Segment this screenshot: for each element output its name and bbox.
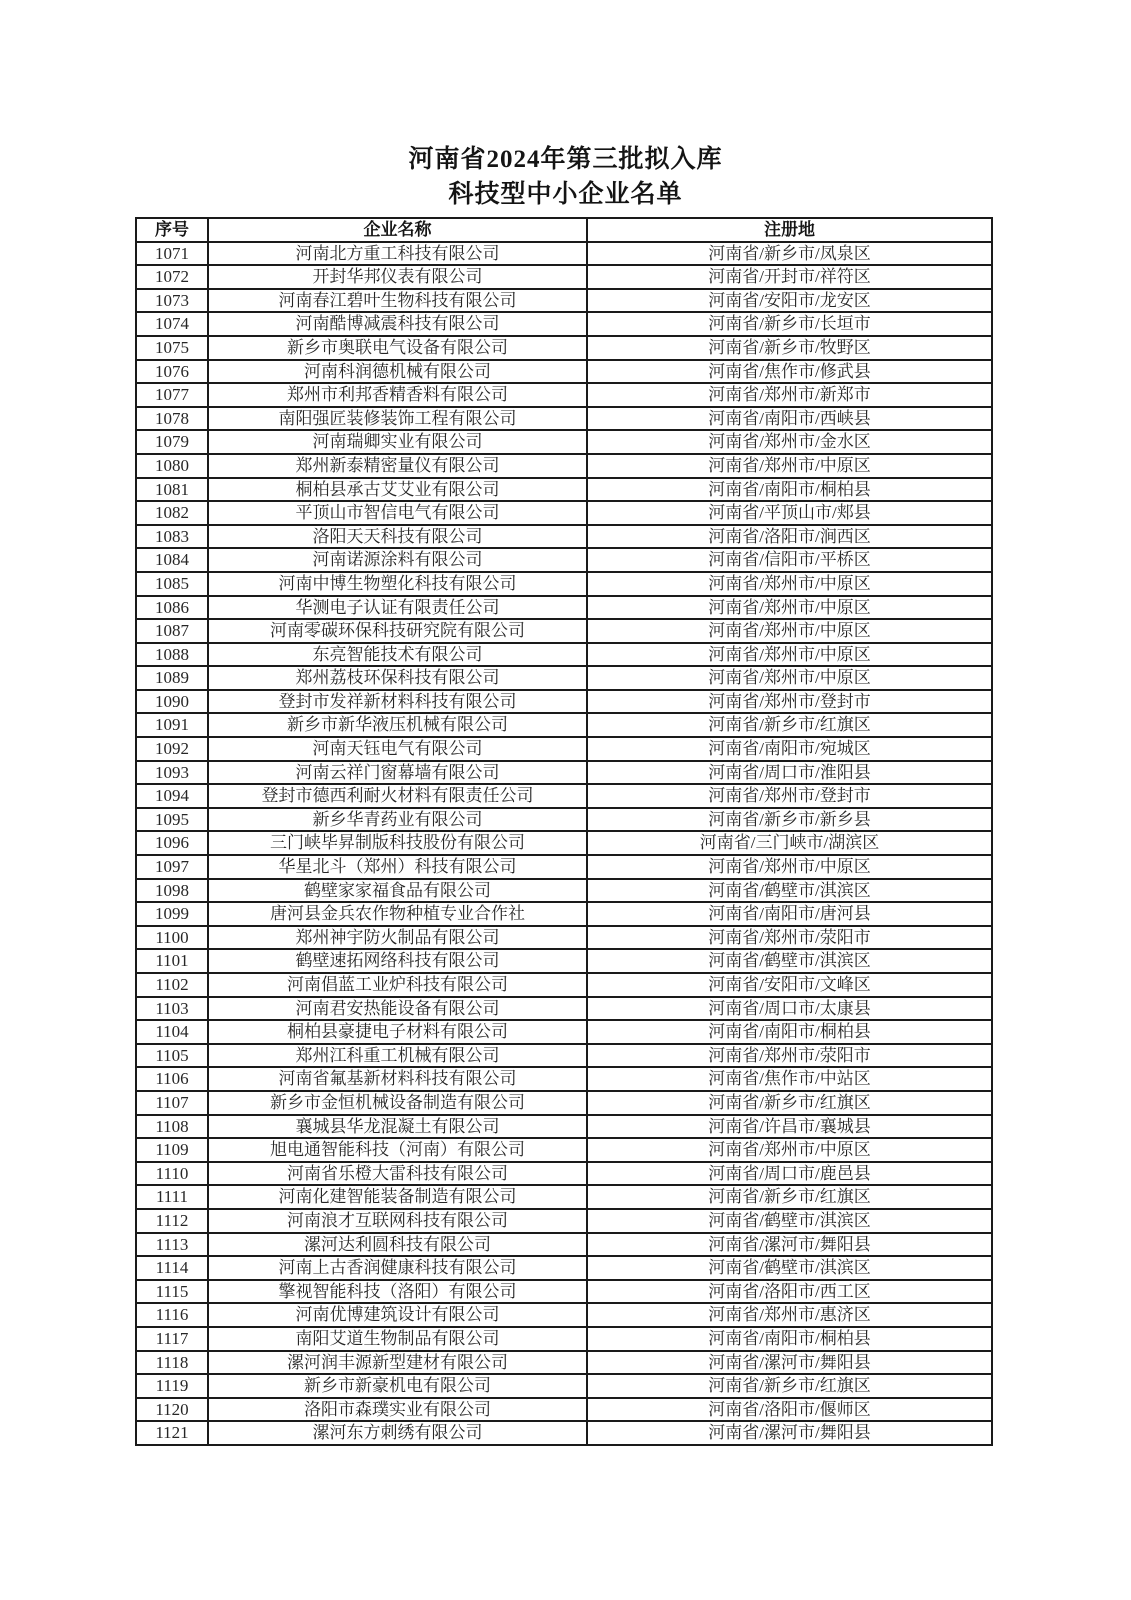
- cell-index: 1082: [136, 501, 208, 525]
- document-title: [0, 142, 1131, 212]
- table-row: [136, 360, 992, 384]
- table-row: [136, 548, 992, 572]
- cell-company-name: 河南省乐橙大雷科技有限公司: [208, 1162, 587, 1186]
- cell-registration-place: 河南省/漯河市/舞阳县: [587, 1351, 992, 1375]
- cell-index: 1081: [136, 478, 208, 502]
- table-row: [136, 1185, 992, 1209]
- cell-index: 1094: [136, 784, 208, 808]
- cell-index: 1108: [136, 1115, 208, 1139]
- cell-registration-place: 河南省/郑州市/中原区: [587, 666, 992, 690]
- cell-index: 1091: [136, 713, 208, 737]
- cell-index: 1107: [136, 1091, 208, 1115]
- cell-index: 1083: [136, 525, 208, 549]
- cell-company-name: 河南酷博减震科技有限公司: [208, 312, 587, 336]
- cell-registration-place: 河南省/新乡市/新乡县: [587, 808, 992, 832]
- cell-index: 1099: [136, 902, 208, 926]
- table-row: [136, 312, 992, 336]
- table-row: [136, 572, 992, 596]
- cell-registration-place: 河南省/南阳市/宛城区: [587, 737, 992, 761]
- table-row: [136, 619, 992, 643]
- cell-registration-place: 河南省/新乡市/长垣市: [587, 312, 992, 336]
- table-row: [136, 713, 992, 737]
- cell-registration-place: 河南省/安阳市/龙安区: [587, 289, 992, 313]
- cell-company-name: 洛阳天天科技有限公司: [208, 525, 587, 549]
- cell-index: 1113: [136, 1233, 208, 1257]
- cell-company-name: 河南天钰电气有限公司: [208, 737, 587, 761]
- table-row: [136, 478, 992, 502]
- table-row: [136, 501, 992, 525]
- cell-registration-place: 河南省/洛阳市/西工区: [587, 1280, 992, 1304]
- cell-index: 1116: [136, 1303, 208, 1327]
- cell-registration-place: 河南省/信阳市/平桥区: [587, 548, 992, 572]
- cell-registration-place: 河南省/安阳市/文峰区: [587, 973, 992, 997]
- cell-index: 1072: [136, 265, 208, 289]
- table-row: [136, 1209, 992, 1233]
- cell-registration-place: 河南省/郑州市/金水区: [587, 430, 992, 454]
- cell-index: 1093: [136, 761, 208, 785]
- cell-registration-place: 河南省/新乡市/红旗区: [587, 1185, 992, 1209]
- cell-company-name: 郑州新泰精密量仪有限公司: [208, 454, 587, 478]
- table-row: [136, 1020, 992, 1044]
- cell-registration-place: 河南省/郑州市/荥阳市: [587, 926, 992, 950]
- cell-company-name: 河南瑞卿实业有限公司: [208, 430, 587, 454]
- table-header-row: [136, 218, 992, 242]
- cell-company-name: 擎视智能科技（洛阳）有限公司: [208, 1280, 587, 1304]
- cell-company-name: 开封华邦仪表有限公司: [208, 265, 587, 289]
- cell-registration-place: 河南省/新乡市/红旗区: [587, 713, 992, 737]
- table-row: [136, 808, 992, 832]
- cell-registration-place: 河南省/新乡市/红旗区: [587, 1091, 992, 1115]
- cell-index: 1118: [136, 1351, 208, 1375]
- table-row: [136, 690, 992, 714]
- cell-index: 1073: [136, 289, 208, 313]
- table-row: [136, 1067, 992, 1091]
- cell-registration-place: 河南省/许昌市/襄城县: [587, 1115, 992, 1139]
- cell-company-name: 登封市德西利耐火材料有限责任公司: [208, 784, 587, 808]
- table-row: [136, 407, 992, 431]
- cell-index: 1089: [136, 666, 208, 690]
- cell-registration-place: 河南省/洛阳市/涧西区: [587, 525, 992, 549]
- cell-registration-place: 河南省/三门峡市/湖滨区: [587, 831, 992, 855]
- table-row: [136, 1115, 992, 1139]
- cell-company-name: 新乡市新华液压机械有限公司: [208, 713, 587, 737]
- cell-index: 1095: [136, 808, 208, 832]
- table-row: [136, 879, 992, 903]
- cell-index: 1117: [136, 1327, 208, 1351]
- table-row: [136, 1138, 992, 1162]
- cell-company-name: 河南化建智能装备制造有限公司: [208, 1185, 587, 1209]
- table-row: [136, 1280, 992, 1304]
- cell-company-name: 漯河东方刺绣有限公司: [208, 1421, 587, 1445]
- cell-registration-place: 河南省/南阳市/桐柏县: [587, 1327, 992, 1351]
- col-header-registration-place: 注册地: [587, 218, 992, 242]
- cell-registration-place: 河南省/郑州市/中原区: [587, 572, 992, 596]
- table-row: [136, 454, 992, 478]
- cell-company-name: 河南省氟基新材料科技有限公司: [208, 1067, 587, 1091]
- table-row: [136, 1256, 992, 1280]
- cell-registration-place: 河南省/洛阳市/偃师区: [587, 1398, 992, 1422]
- cell-registration-place: 河南省/鹤壁市/淇滨区: [587, 949, 992, 973]
- table-row: [136, 831, 992, 855]
- table-row: [136, 525, 992, 549]
- table-row: [136, 1162, 992, 1186]
- cell-company-name: 河南北方重工科技有限公司: [208, 242, 587, 266]
- cell-registration-place: 河南省/鹤壁市/淇滨区: [587, 879, 992, 903]
- cell-index: 1096: [136, 831, 208, 855]
- table-row: [136, 855, 992, 879]
- cell-company-name: 桐柏县承古艾艾业有限公司: [208, 478, 587, 502]
- cell-index: 1101: [136, 949, 208, 973]
- cell-index: 1111: [136, 1185, 208, 1209]
- cell-registration-place: 河南省/新乡市/凤泉区: [587, 242, 992, 266]
- cell-company-name: 河南优博建筑设计有限公司: [208, 1303, 587, 1327]
- cell-index: 1086: [136, 596, 208, 620]
- cell-company-name: 新乡市新豪机电有限公司: [208, 1374, 587, 1398]
- cell-registration-place: 河南省/漯河市/舞阳县: [587, 1233, 992, 1257]
- cell-index: 1071: [136, 242, 208, 266]
- table-row: [136, 289, 992, 313]
- cell-company-name: 南阳强匠装修装饰工程有限公司: [208, 407, 587, 431]
- cell-company-name: 郑州市利邦香精香料有限公司: [208, 383, 587, 407]
- cell-company-name: 新乡市金恒机械设备制造有限公司: [208, 1091, 587, 1115]
- cell-company-name: 河南云祥门窗幕墙有限公司: [208, 761, 587, 785]
- table-row: [136, 1421, 992, 1445]
- table-row: [136, 336, 992, 360]
- cell-registration-place: 河南省/郑州市/惠济区: [587, 1303, 992, 1327]
- cell-registration-place: 河南省/郑州市/中原区: [587, 855, 992, 879]
- cell-index: 1077: [136, 383, 208, 407]
- cell-company-name: 河南倡蓝工业炉科技有限公司: [208, 973, 587, 997]
- cell-company-name: 平顶山市智信电气有限公司: [208, 501, 587, 525]
- cell-company-name: 华星北斗（郑州）科技有限公司: [208, 855, 587, 879]
- table-row: [136, 596, 992, 620]
- table-row: [136, 737, 992, 761]
- cell-registration-place: 河南省/周口市/太康县: [587, 997, 992, 1021]
- table-row: [136, 643, 992, 667]
- cell-registration-place: 河南省/郑州市/中原区: [587, 1138, 992, 1162]
- cell-registration-place: 河南省/开封市/祥符区: [587, 265, 992, 289]
- col-header-company-name: 企业名称: [208, 218, 587, 242]
- cell-index: 1078: [136, 407, 208, 431]
- cell-company-name: 新乡华青药业有限公司: [208, 808, 587, 832]
- cell-registration-place: 河南省/新乡市/牧野区: [587, 336, 992, 360]
- cell-company-name: 桐柏县豪捷电子材料有限公司: [208, 1020, 587, 1044]
- cell-registration-place: 河南省/郑州市/中原区: [587, 619, 992, 643]
- cell-company-name: 洛阳市森璞实业有限公司: [208, 1398, 587, 1422]
- cell-registration-place: 河南省/焦作市/修武县: [587, 360, 992, 384]
- cell-registration-place: 河南省/南阳市/唐河县: [587, 902, 992, 926]
- cell-company-name: 襄城县华龙混凝土有限公司: [208, 1115, 587, 1139]
- cell-company-name: 三门峡毕昇制版科技股份有限公司: [208, 831, 587, 855]
- table-row: [136, 997, 992, 1021]
- cell-company-name: 漯河达利圆科技有限公司: [208, 1233, 587, 1257]
- cell-company-name: 华测电子认证有限责任公司: [208, 596, 587, 620]
- cell-index: 1075: [136, 336, 208, 360]
- cell-registration-place: 河南省/南阳市/桐柏县: [587, 478, 992, 502]
- title-line-2: 科技型中小企业名单: [448, 181, 683, 208]
- cell-index: 1103: [136, 997, 208, 1021]
- cell-index: 1098: [136, 879, 208, 903]
- cell-registration-place: 河南省/郑州市/荥阳市: [587, 1044, 992, 1068]
- table-row: [136, 761, 992, 785]
- cell-company-name: 东亮智能技术有限公司: [208, 643, 587, 667]
- cell-index: 1087: [136, 619, 208, 643]
- cell-company-name: 河南浪才互联网科技有限公司: [208, 1209, 587, 1233]
- table-row: [136, 949, 992, 973]
- cell-index: 1121: [136, 1421, 208, 1445]
- cell-index: 1120: [136, 1398, 208, 1422]
- table-row: [136, 265, 992, 289]
- table-row: [136, 430, 992, 454]
- cell-index: 1104: [136, 1020, 208, 1044]
- cell-index: 1074: [136, 312, 208, 336]
- cell-company-name: 河南中博生物塑化科技有限公司: [208, 572, 587, 596]
- cell-registration-place: 河南省/郑州市/登封市: [587, 690, 992, 714]
- cell-company-name: 鹤壁家家福食品有限公司: [208, 879, 587, 903]
- table-row: [136, 1327, 992, 1351]
- company-table: [135, 217, 993, 1446]
- cell-index: 1110: [136, 1162, 208, 1186]
- cell-index: 1079: [136, 430, 208, 454]
- cell-company-name: 河南上古香润健康科技有限公司: [208, 1256, 587, 1280]
- cell-index: 1092: [136, 737, 208, 761]
- cell-index: 1112: [136, 1209, 208, 1233]
- cell-registration-place: 河南省/南阳市/桐柏县: [587, 1020, 992, 1044]
- table-row: [136, 1303, 992, 1327]
- table-row: [136, 383, 992, 407]
- table-row: [136, 902, 992, 926]
- cell-company-name: 河南科润德机械有限公司: [208, 360, 587, 384]
- table-row: [136, 973, 992, 997]
- cell-index: 1105: [136, 1044, 208, 1068]
- table-row: [136, 666, 992, 690]
- cell-index: 1076: [136, 360, 208, 384]
- cell-index: 1102: [136, 973, 208, 997]
- cell-registration-place: 河南省/漯河市/舞阳县: [587, 1421, 992, 1445]
- table-row: [136, 1044, 992, 1068]
- cell-registration-place: 河南省/周口市/鹿邑县: [587, 1162, 992, 1186]
- cell-company-name: 郑州江科重工机械有限公司: [208, 1044, 587, 1068]
- table-row: [136, 1351, 992, 1375]
- cell-index: 1106: [136, 1067, 208, 1091]
- cell-registration-place: 河南省/郑州市/登封市: [587, 784, 992, 808]
- cell-company-name: 河南春江碧叶生物科技有限公司: [208, 289, 587, 313]
- cell-index: 1100: [136, 926, 208, 950]
- cell-registration-place: 河南省/鹤壁市/淇滨区: [587, 1256, 992, 1280]
- cell-index: 1114: [136, 1256, 208, 1280]
- cell-registration-place: 河南省/新乡市/红旗区: [587, 1374, 992, 1398]
- table-row: [136, 1398, 992, 1422]
- cell-registration-place: 河南省/郑州市/新郑市: [587, 383, 992, 407]
- cell-company-name: 河南诺源涂料有限公司: [208, 548, 587, 572]
- col-header-index: 序号: [136, 218, 208, 242]
- cell-index: 1097: [136, 855, 208, 879]
- table-row: [136, 784, 992, 808]
- cell-index: 1085: [136, 572, 208, 596]
- cell-company-name: 南阳艾道生物制品有限公司: [208, 1327, 587, 1351]
- cell-company-name: 唐河县金兵农作物种植专业合作社: [208, 902, 587, 926]
- cell-registration-place: 河南省/南阳市/西峡县: [587, 407, 992, 431]
- cell-company-name: 漯河润丰源新型建材有限公司: [208, 1351, 587, 1375]
- cell-company-name: 郑州神宇防火制品有限公司: [208, 926, 587, 950]
- cell-company-name: 郑州荔枝环保科技有限公司: [208, 666, 587, 690]
- cell-registration-place: 河南省/郑州市/中原区: [587, 596, 992, 620]
- cell-registration-place: 河南省/郑州市/中原区: [587, 454, 992, 478]
- cell-registration-place: 河南省/郑州市/中原区: [587, 643, 992, 667]
- title-line-1: 河南省2024年第三批拟入库: [408, 146, 723, 173]
- cell-company-name: 新乡市奥联电气设备有限公司: [208, 336, 587, 360]
- cell-registration-place: 河南省/平顶山市/郏县: [587, 501, 992, 525]
- table-body: [136, 242, 992, 1445]
- cell-index: 1109: [136, 1138, 208, 1162]
- cell-registration-place: 河南省/周口市/淮阳县: [587, 761, 992, 785]
- cell-company-name: 旭电通智能科技（河南）有限公司: [208, 1138, 587, 1162]
- table-row: [136, 242, 992, 266]
- cell-index: 1090: [136, 690, 208, 714]
- cell-registration-place: 河南省/焦作市/中站区: [587, 1067, 992, 1091]
- cell-index: 1088: [136, 643, 208, 667]
- table-row: [136, 1091, 992, 1115]
- cell-company-name: 河南零碳环保科技研究院有限公司: [208, 619, 587, 643]
- cell-company-name: 鹤壁速拓网络科技有限公司: [208, 949, 587, 973]
- cell-index: 1080: [136, 454, 208, 478]
- cell-index: 1084: [136, 548, 208, 572]
- cell-company-name: 河南君安热能设备有限公司: [208, 997, 587, 1021]
- cell-index: 1115: [136, 1280, 208, 1304]
- cell-index: 1119: [136, 1374, 208, 1398]
- table-row: [136, 926, 992, 950]
- table-row: [136, 1233, 992, 1257]
- cell-registration-place: 河南省/鹤壁市/淇滨区: [587, 1209, 992, 1233]
- table-row: [136, 1374, 992, 1398]
- cell-company-name: 登封市发祥新材料科技有限公司: [208, 690, 587, 714]
